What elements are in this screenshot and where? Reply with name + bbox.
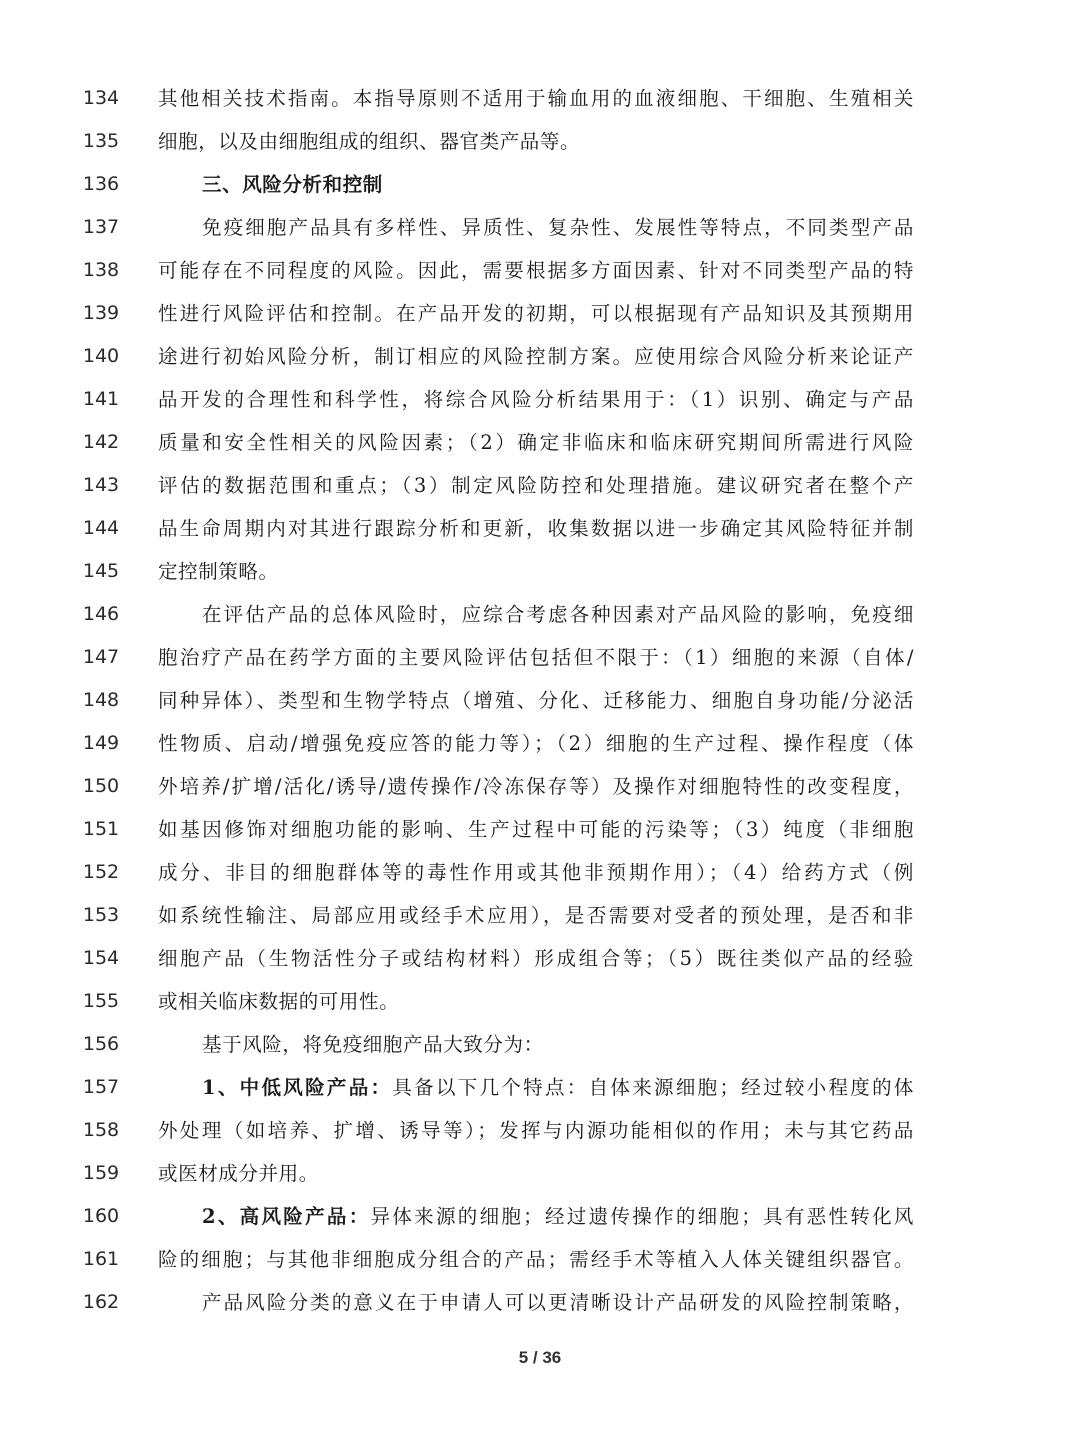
line-number: 154: [82, 947, 120, 969]
line-text: 胞治疗产品在药学方面的主要风险评估包括但不限于：（1）细胞的来源（自体/: [158, 646, 914, 669]
line-number: 141: [82, 388, 120, 410]
line-text: 评估的数据范围和重点；（3）制定风险防控和处理措施。建议研究者在整个产: [158, 474, 914, 497]
line-text: 性进行风险评估和控制。在产品开发的初期，可以根据现有产品知识及其预期用: [158, 302, 914, 325]
line-number: 153: [82, 904, 120, 926]
line-number: 145: [82, 560, 120, 582]
document-line: [0, 765, 1080, 808]
line-number: 138: [82, 259, 120, 281]
document-line: [0, 1281, 1080, 1324]
line-text: 品开发的合理性和科学性，将综合风险分析结果用于：（1）识别、确定与产品: [158, 388, 914, 411]
document-line: [0, 722, 1080, 765]
document-line: [0, 550, 1080, 593]
document-line: [0, 335, 1080, 378]
line-text: 或医材成分并用。: [158, 1162, 319, 1185]
line-number: 155: [82, 990, 120, 1012]
line-number: 142: [82, 431, 120, 453]
line-text: 产品风险分类的意义在于申请人可以更清晰设计产品研发的风险控制策略，: [202, 1291, 914, 1314]
line-text: 免疫细胞产品具有多样性、异质性、复杂性、发展性等特点，不同类型产品: [202, 216, 914, 239]
line-number: 156: [82, 1033, 120, 1055]
document-line: [0, 851, 1080, 894]
line-number: 150: [82, 775, 120, 797]
document-line: [0, 808, 1080, 851]
line-text: 途进行初始风险分析，制订相应的风险控制方案。应使用综合风险分析来论证产: [158, 345, 914, 368]
line-number: 161: [82, 1248, 120, 1270]
line-number: 140: [82, 345, 120, 367]
category-text: 异体来源的细胞；经过遗传操作的细胞；具有恶性转化风: [370, 1205, 914, 1228]
line-number: 135: [82, 130, 120, 152]
document-line: [0, 120, 1080, 163]
document-line: [0, 1109, 1080, 1152]
document-line: [0, 1195, 1080, 1238]
line-text: 细胞，以及由细胞组成的组织、器官类产品等。: [158, 130, 581, 153]
line-text: 性物质、启动/增强免疫应答的能力等）；（2）细胞的生产过程、操作程度（体: [158, 732, 914, 755]
document-line: [0, 378, 1080, 421]
line-number: 144: [82, 517, 120, 539]
document-line: [0, 636, 1080, 679]
document-line: [0, 249, 1080, 292]
section-heading: 三、风险分析和控制: [202, 173, 383, 196]
document-line: [0, 292, 1080, 335]
line-number: 152: [82, 861, 120, 883]
section-heading-line: [0, 163, 1080, 206]
document-line: [0, 1066, 1080, 1109]
line-text: 如系统性输注、局部应用或经手术应用），是否需要对受者的预处理，是否和非: [158, 904, 914, 927]
category-label: 1、中低风险产品：: [202, 1076, 393, 1099]
line-number: 147: [82, 646, 120, 668]
line-text: 险的细胞；与其他非细胞成分组合的产品；需经手术等植入人体关键组织器官。: [158, 1248, 914, 1271]
line-number: 134: [82, 87, 120, 109]
line-text: [202, 1195, 914, 1238]
line-text: 定控制策略。: [158, 560, 279, 583]
line-text: 如基因修饰对细胞功能的影响、生产过程中可能的污染等；（3）纯度（非细胞: [158, 818, 914, 841]
document-line: [0, 507, 1080, 550]
line-text: 外处理（如培养、扩增、诱导等）；发挥与内源功能相似的作用；未与其它药品: [158, 1119, 914, 1142]
line-text: 基于风险，将免疫细胞产品大致分为：: [202, 1033, 544, 1056]
line-text: 同种异体）、类型和生物学特点（增殖、分化、迁移能力、细胞自身功能/分泌活: [158, 689, 914, 712]
line-number: 146: [82, 603, 120, 625]
line-text: 或相关临床数据的可用性。: [158, 990, 400, 1013]
line-number: 148: [82, 689, 120, 711]
line-number: 160: [82, 1205, 120, 1227]
line-text: 其他相关技术指南。本指导原则不适用于输血用的血液细胞、干细胞、生殖相关: [158, 87, 914, 110]
line-number: 139: [82, 302, 120, 324]
line-text: 成分、非目的细胞群体等的毒性作用或其他非预期作用）；（4）给药方式（例: [158, 861, 914, 884]
document-line: [0, 464, 1080, 507]
document-line: [0, 1023, 1080, 1066]
document-line: [0, 980, 1080, 1023]
document-line: [0, 1152, 1080, 1195]
document-line: [0, 1238, 1080, 1281]
document-line: [0, 421, 1080, 464]
line-text: [202, 1066, 914, 1109]
line-number: 151: [82, 818, 120, 840]
line-text: 质量和安全性相关的风险因素；（2）确定非临床和临床研究期间所需进行风险: [158, 431, 914, 454]
category-text: 具备以下几个特点：自体来源细胞；经过较小程度的体: [392, 1076, 915, 1099]
page-number: 5 / 36: [518, 1348, 562, 1367]
line-text: 在评估产品的总体风险时，应综合考虑各种因素对产品风险的影响，免疫细: [202, 603, 914, 626]
line-number: 143: [82, 474, 120, 496]
document-line: [0, 77, 1080, 120]
line-text: 外培养/扩增/活化/诱导/遗传操作/冷冻保存等）及操作对细胞特性的改变程度，: [158, 775, 914, 798]
line-number: 162: [82, 1291, 120, 1313]
line-number: 157: [82, 1076, 120, 1098]
line-number: 136: [82, 173, 120, 195]
document-line: [0, 206, 1080, 249]
document-line: [0, 894, 1080, 937]
document-line: [0, 593, 1080, 636]
line-text: 细胞产品（生物活性分子或结构材料）形成组合等；（5）既往类似产品的经验: [158, 947, 914, 970]
line-number: 149: [82, 732, 120, 754]
line-number: 159: [82, 1162, 120, 1184]
line-number: 158: [82, 1119, 120, 1141]
line-text: 可能存在不同程度的风险。因此，需要根据多方面因素、针对不同类型产品的特: [158, 259, 914, 282]
line-number: 137: [82, 216, 120, 238]
document-line: [0, 679, 1080, 722]
document-line: [0, 937, 1080, 980]
category-label: 2、高风险产品：: [202, 1205, 371, 1228]
line-text: 品生命周期内对其进行跟踪分析和更新，收集数据以进一步确定其风险特征并制: [158, 517, 914, 540]
